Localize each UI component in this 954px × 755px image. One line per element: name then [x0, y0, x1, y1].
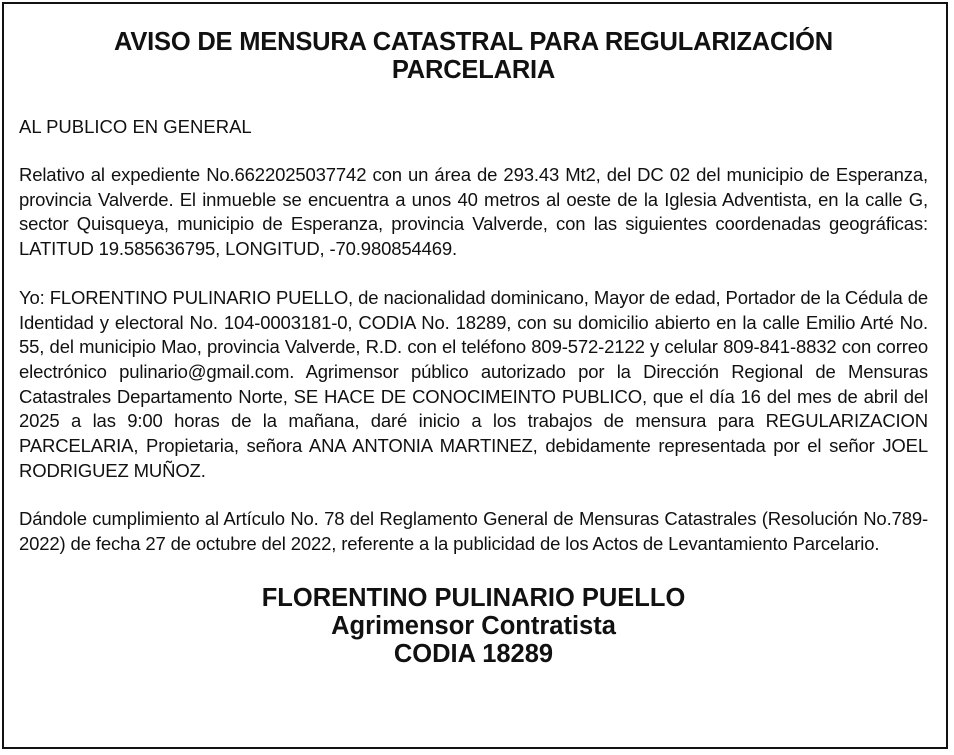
signature-role: Agrimensor Contratista	[331, 611, 616, 640]
notice-title-line1: AVISO DE MENSURA CATASTRAL PARA REGULARIZACIÓN	[114, 28, 833, 56]
notice-title	[19, 28, 928, 84]
notice-content	[19, 28, 928, 668]
notice-title-line2: PARCELARIA	[391, 56, 556, 84]
signature-block	[19, 584, 928, 668]
notice-paragraph-legal: Dándole cumplimiento al Artículo No. 78 del Reglamento General de Mensuras Catastrales (Resolución No.789-2022) de fecha 27 de octubre del 2022, referente a la publicidad de los Actos de Levantamiento Parcelario.	[19, 508, 928, 555]
signature-name: FLORENTINO PULINARIO PUELLO	[261, 583, 686, 612]
notice-greeting: AL PUBLICO EN GENERAL	[19, 116, 252, 137]
notice-paragraph-surveyor: Yo: FLORENTINO PULINARIO PUELLO, de nacionalidad dominicano, Mayor de edad, Portador de la Cédula de Identidad y electoral No. 104-0003181-0, CODIA No. 18289, con su domicilio abierto en la calle Emilio Arté No. 55, del municipio Mao, provincia Valverde, R.D. con el teléfono 809-572-2122 y celular 809-841-8832 con correo electrónico pulinario@gmail.com. Agrimensor público autorizado por la Dirección Regional de Mensuras Catastrales Departamento Norte, SE HACE DE CONOCIMEINTO PUBLICO, que el día 16 del mes de abril del 2025 a las 9:00 horas de la mañana, daré inicio a los trabajos de mensura para REGULARIZACION PARCELARIA, Propietaria, señora ANA ANTONIA MARTINEZ, debidamente representada por el señor JOEL RODRIGUEZ MUÑOZ.	[19, 286, 928, 481]
notice-paragraph-property: Relativo al expediente No.6622025037742 con un área de 293.43 Mt2, del DC 02 del municipio de Esperanza, provincia Valverde. El inmueble se encuentra a unos 40 metros al oeste de la Iglesia Adventista, en la calle G, sector Quisqueya, municipio de Esperanza, provincia Valverde, con las siguientes coordenadas geográficas: LATITUD 19.585636795, LONGITUD, -70.980854469.	[19, 164, 928, 260]
signature-codia: CODIA 18289	[393, 639, 554, 668]
